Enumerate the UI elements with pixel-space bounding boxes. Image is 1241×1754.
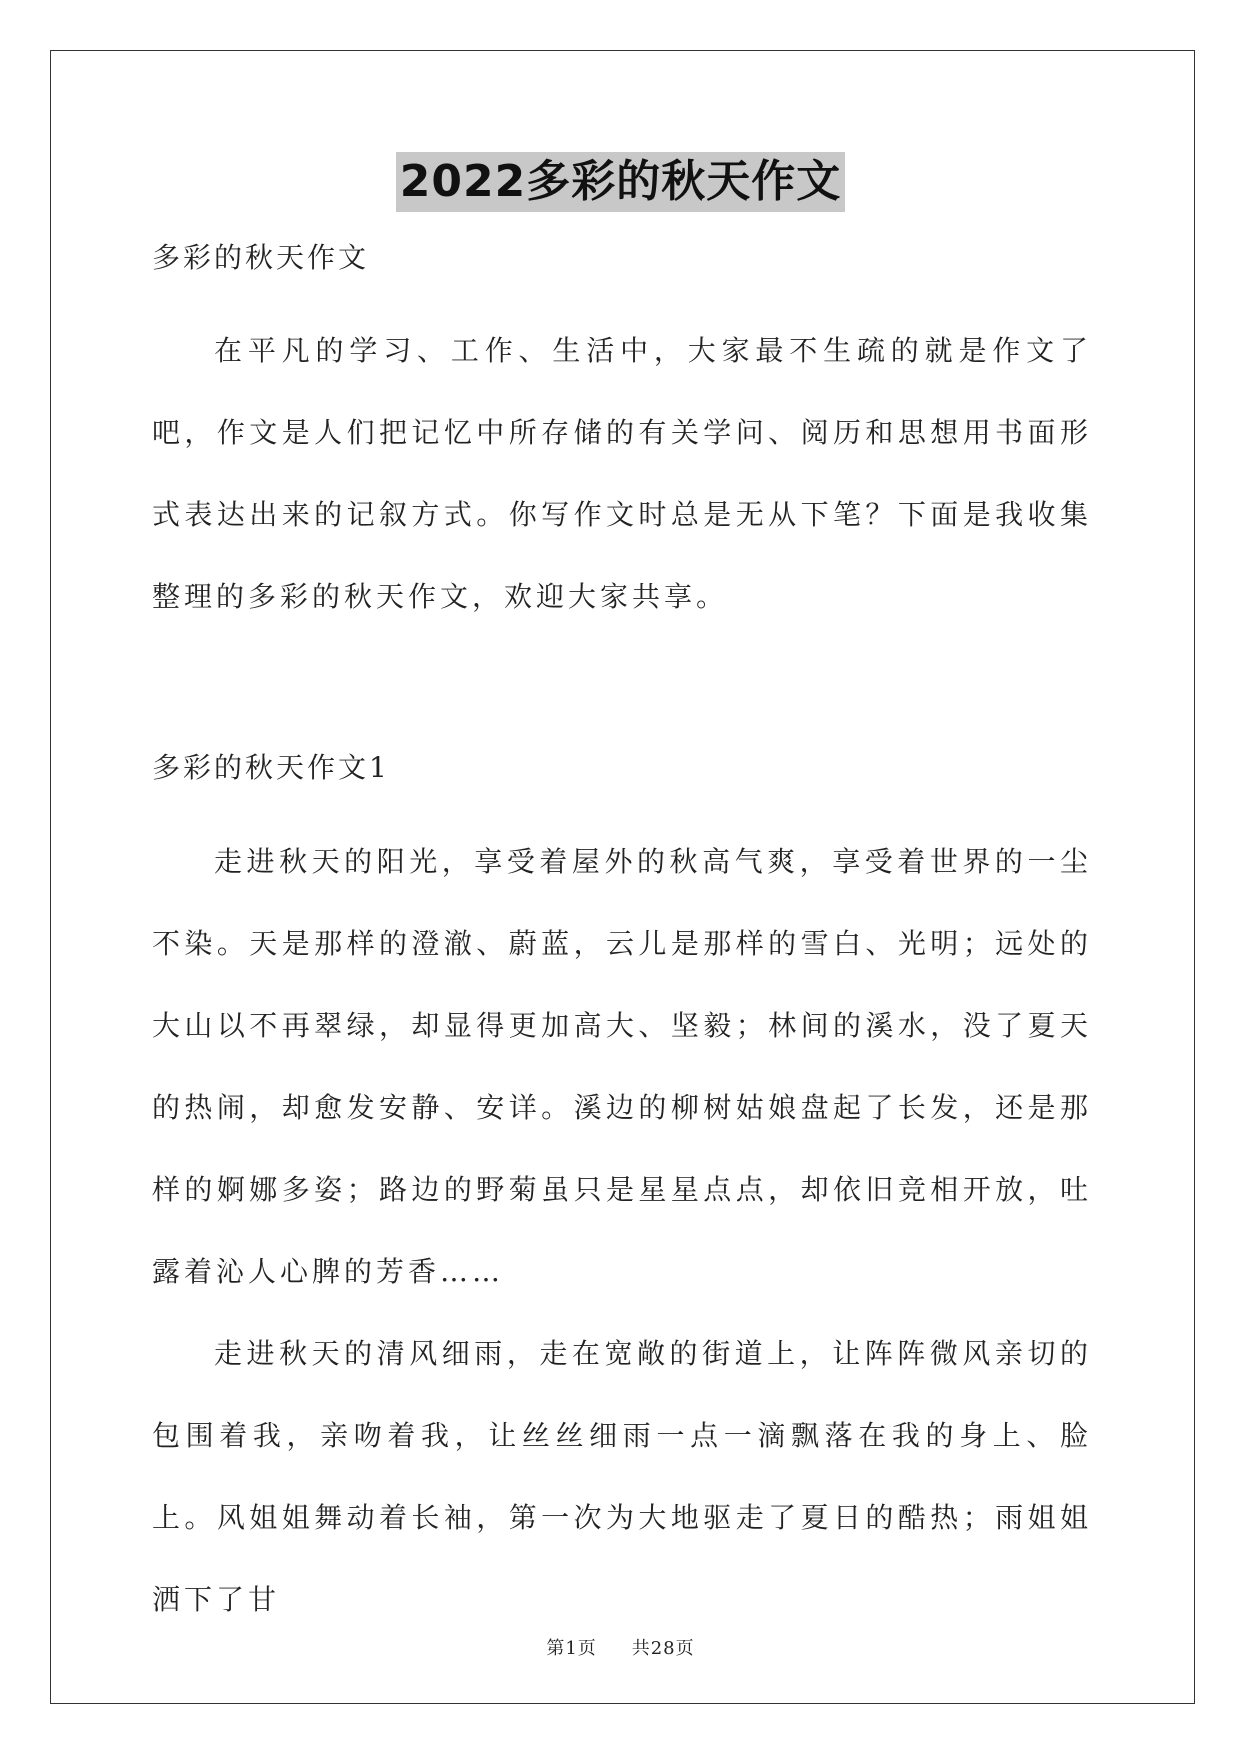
section1-paragraph-2: 走进秋天的清风细雨，走在宽敞的街道上，让阵阵微风亲切的包围着我，亲吻着我，让丝丝细雨一点一滴飘落在我的身上、脸上。风姐姐舞动着长袖，第一次为大地驱走了夏日的酷热；雨姐姐洒下了甘 [152, 1337, 1092, 1616]
page-footer [0, 1634, 1241, 1660]
page-number: 第1页 [546, 1638, 597, 1659]
document-body [152, 238, 1092, 1641]
intro-paragraph: 在平凡的学习、工作、生活中，大家最不生疏的就是作文了吧，作文是人们把记忆中所存储的有关学问、阅历和思想用书面形式表达出来的记叙方式。你写作文时总是无从下笔？下面是我收集整理的多彩的秋天作文，欢迎大家共享。 [152, 334, 1092, 613]
document-title: 2022多彩的秋天作文 [396, 152, 845, 212]
section1-heading: 多彩的秋天作文1 [152, 751, 390, 784]
page-total: 共28页 [631, 1638, 695, 1659]
section1-paragraph-1: 走进秋天的阳光，享受着屋外的秋高气爽，享受着世界的一尘不染。天是那样的澄澈、蔚蓝，云儿是那样的雪白、光明；远处的大山以不再翠绿，却显得更加高大、坚毅；林间的溪水，没了夏天的热闹，却愈发安静、安详。溪边的柳树姑娘盘起了长发，还是那样的婀娜多姿；路边的野菊虽只是星星点点，却依旧竞相开放，吐露着沁人心脾的芳香…… [152, 845, 1092, 1288]
title-container [0, 152, 1241, 212]
intro-heading: 多彩的秋天作文 [152, 241, 370, 274]
